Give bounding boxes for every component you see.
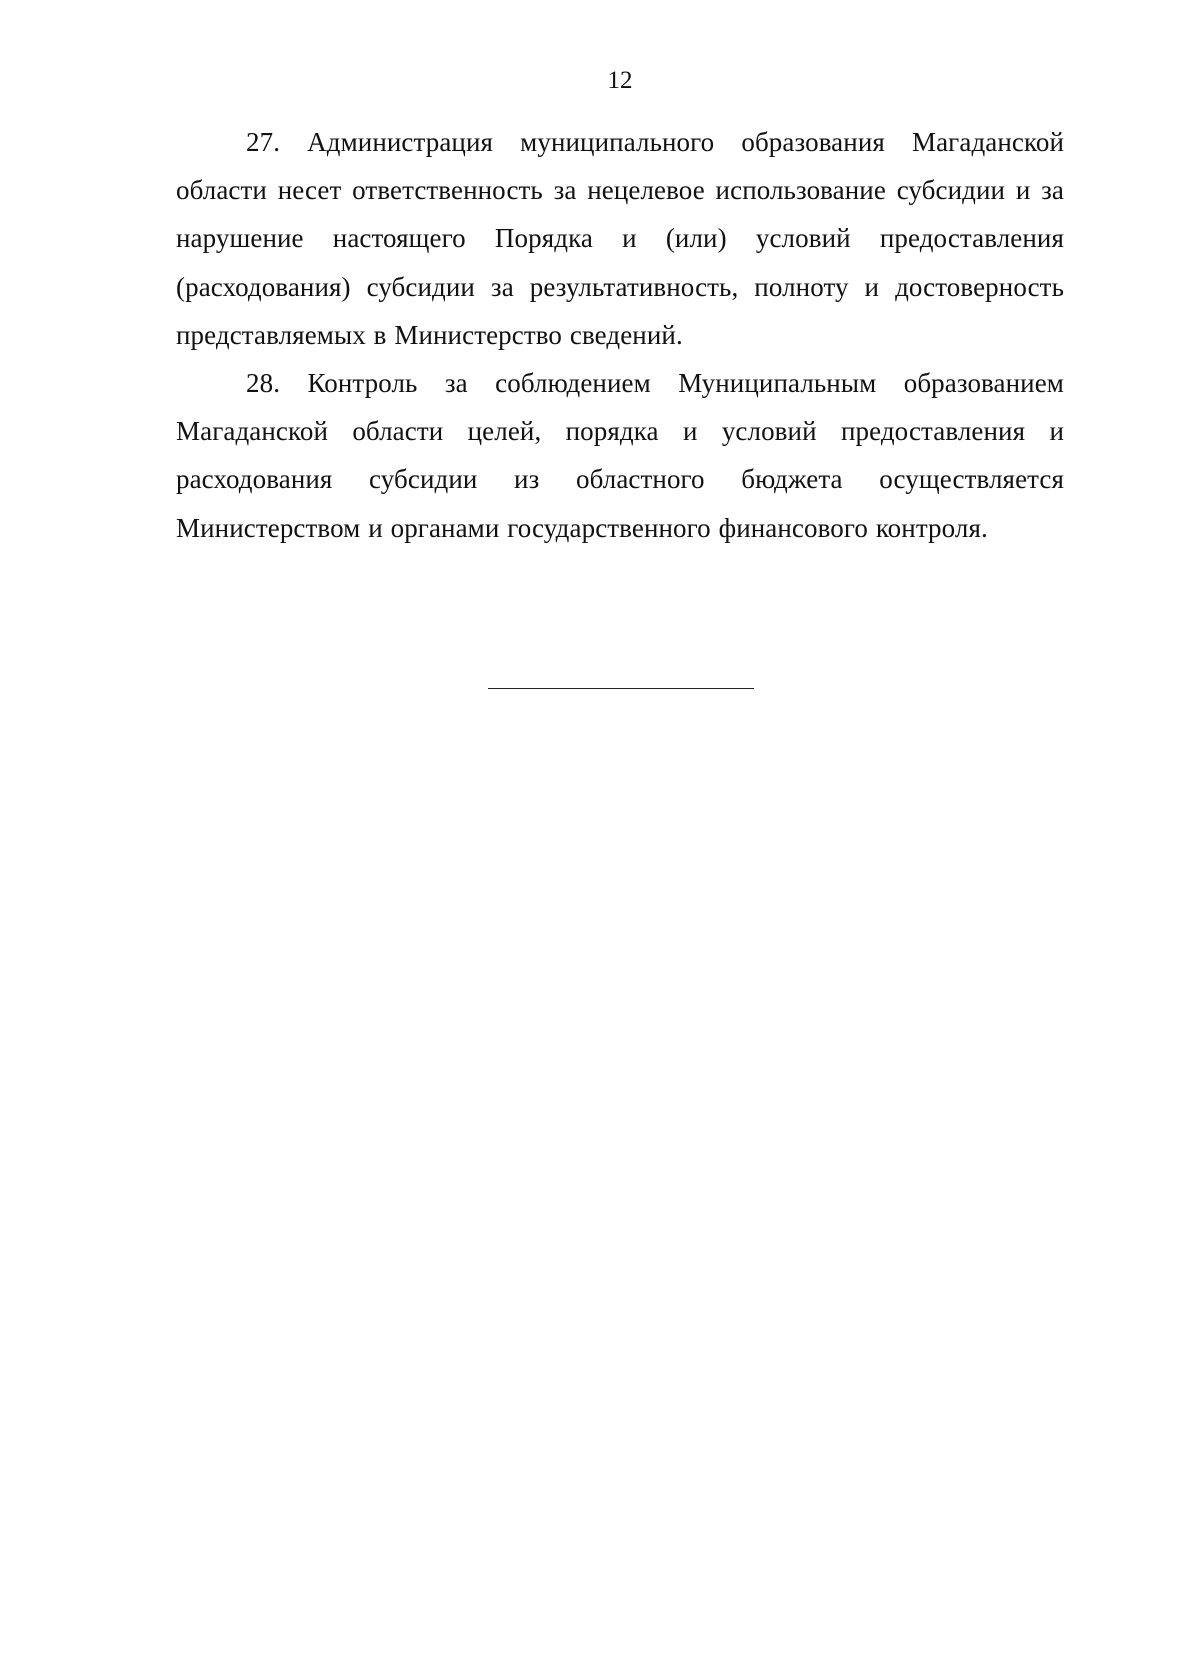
document-body xyxy=(176,118,1064,552)
page-number: 12 xyxy=(607,67,633,94)
paragraph-28: 28. Контроль за соблюдением Муниципальным образованием Магаданской области целей, порядка и условий предоставления и расходования субсидии из областного бюджета осуществляется Министерством и органами государственного финансового контроля. xyxy=(176,368,1064,543)
paragraph-27: 27. Администрация муниципального образования Магаданской области несет ответственность за нецелевое использование субсидии и за нарушение настоящего Порядка и (или) условий предоставления (расходования) субсидии за результативность, полноту и достоверность представляемых в Министерство сведений. xyxy=(176,127,1064,350)
end-of-document-line xyxy=(488,688,754,689)
